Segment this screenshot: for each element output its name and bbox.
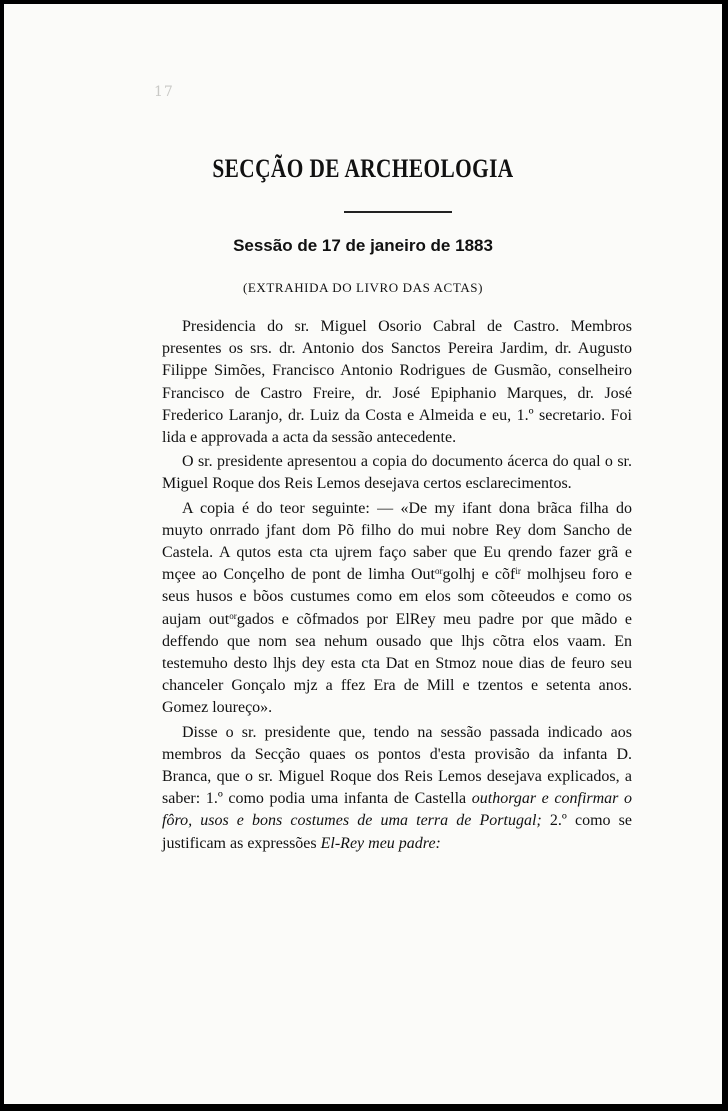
source-note: (EXTRAHIDA DO LIVRO DAS ACTAS) bbox=[242, 280, 484, 295]
questions-text-2: 2.º como se justificam as expressões bbox=[162, 812, 632, 852]
questions-italic-2: El-Rey meu padre: bbox=[320, 834, 441, 852]
paragraph-questions bbox=[162, 722, 632, 855]
section-title: SECÇÃO DE ARCHEOLOGIA bbox=[212, 154, 514, 183]
transcription-text-1: A copia é do teor seguinte: — «De my ifant dona brãca filha do muyto onrrado jfant dom Põ filho do mui nobre Rey dom Sancho de Castela. A qutos esta cta ujrem faço saber que Eu qrendo fazer grã e mçee ao Conçelho de pont de limha Out bbox=[162, 499, 632, 584]
transcription-text-3: molhjseu foro e seus husos e bõos custumes como em elos som cõteeudos e como os aujam out bbox=[162, 566, 633, 628]
session-title: Sessão de 17 de janeiro de 1883 bbox=[233, 236, 493, 255]
paragraph-transcription bbox=[162, 498, 632, 720]
paragraph-attendance: Presidencia do sr. Miguel Osorio Cabral de Castro. Membros presentes os srs. dr. Antonio dos Sanctos Pereira Jardim, dr. Augusto Filippe Simões, Francisco Antonio Rodrigues de Gusmão, conselheiro Francisco de Castro Freire, dr. José Epiphanio Marques, dr. José Frederico Laranjo, dr. Luiz da Costa e Almeida e eu, 1.º secretario. Foi lida e approvada a acta da sessão antecedente. bbox=[162, 318, 632, 447]
body-text bbox=[162, 316, 632, 855]
paragraph-document: O sr. presidente apresentou a copia do documento ácerca do qual o sr. Miguel Roque dos Reis Lemos desejava certos esclarecimentos. bbox=[162, 453, 632, 493]
title-divider bbox=[344, 211, 452, 213]
transcription-text-4: gados e cõfmados por ElRey meu padre por que mãdo e deffendo que nom sea nehum ousado que lhjs cõtra elos vaam. En testemuho desto lhjs dey esta cta Dat en Stmoz noue dias de feuro seu chanceler Gonçalo mjz a ffez Era de Mill e tzentos e setenta anos. Gomez loureço». bbox=[162, 610, 633, 717]
book-page bbox=[4, 4, 722, 1104]
superscript-or: or bbox=[434, 566, 443, 577]
questions-italic-1: outhorgar e confirmar o fôro, usos e bons costumes de uma terra de Portugal; bbox=[162, 790, 633, 830]
bleed-through-header: 17 bbox=[154, 84, 174, 100]
transcription-text-2: golhj e cõf bbox=[442, 566, 516, 584]
superscript-or: or bbox=[229, 610, 237, 621]
superscript-ir: ir bbox=[515, 566, 521, 577]
questions-text-1: Disse o sr. presidente que, tendo na sessão passada indicado aos membros da Secção quaes os pontos d'esta provisão da infanta D. Branca, que o sr. Miguel Roque dos Reis Lemos desejava explicados, a saber: 1.º como podia uma infanta de Castella bbox=[162, 723, 632, 808]
